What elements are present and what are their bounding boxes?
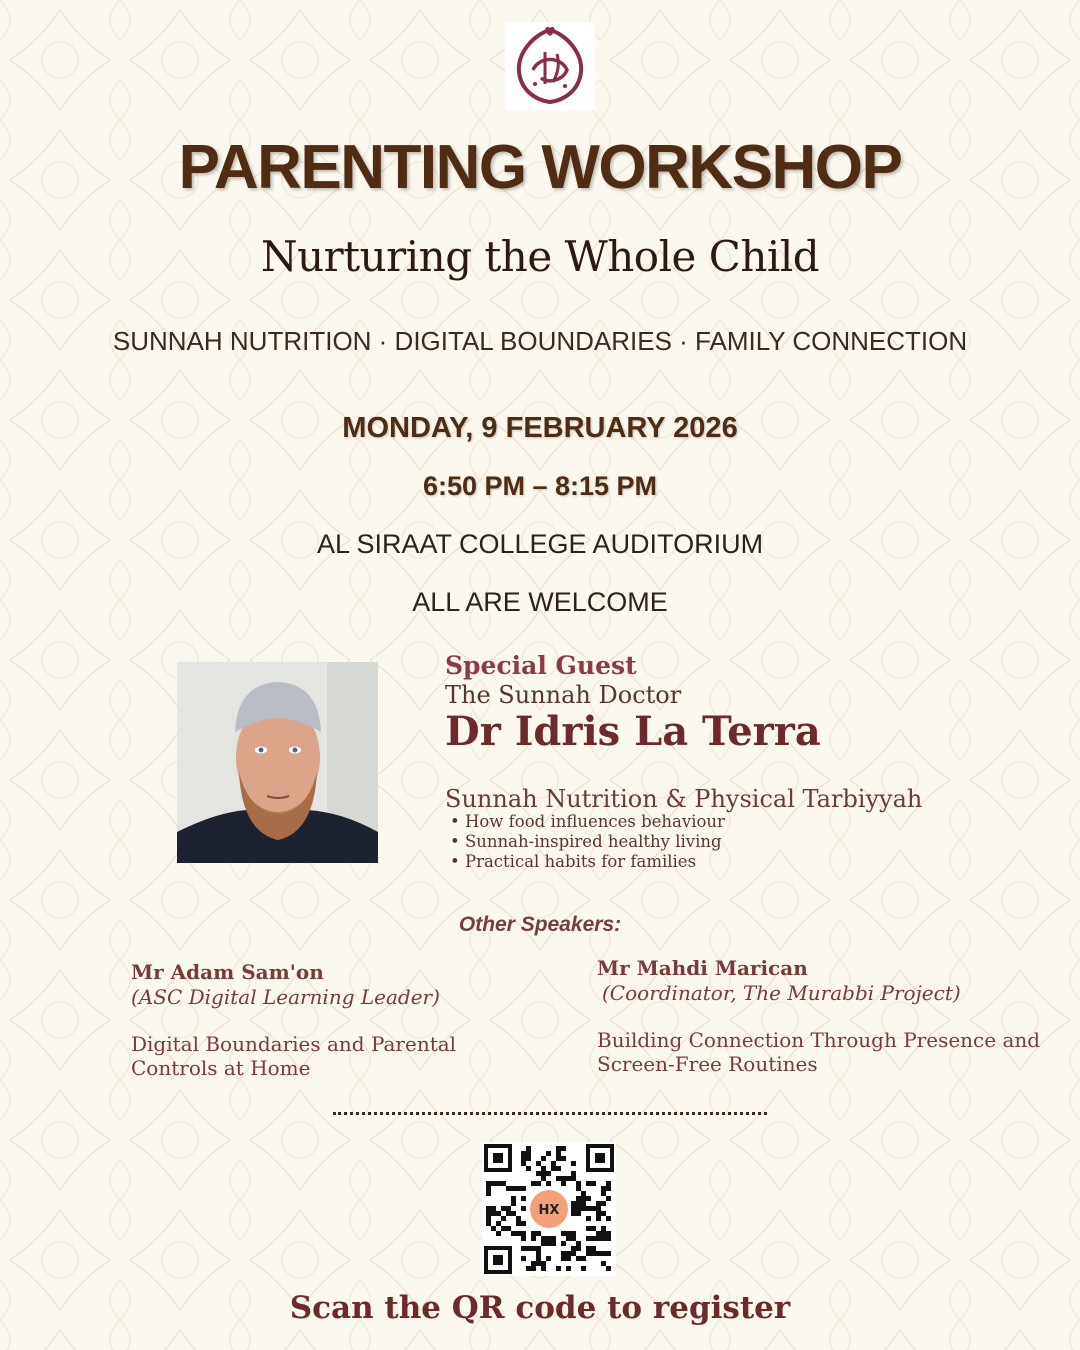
event-time: 6:50 PM – 8:15 PM: [422, 471, 658, 501]
speaker-topic: Controls at Home: [131, 1056, 311, 1080]
event-date: MONDAY, 9 FEBRUARY 2026: [342, 412, 738, 444]
speaker-topic: Screen-Free Routines: [597, 1052, 818, 1076]
workshop-title: PARENTING WORKSHOP: [178, 133, 902, 202]
list-item: • How food influences behaviour: [450, 812, 725, 832]
welcome-note: ALL ARE WELCOME: [412, 587, 668, 617]
speaker-name: Mr Adam Sam'on: [131, 960, 324, 984]
event-venue: AL SIRAAT COLLEGE AUDITORIUM: [316, 529, 764, 559]
special-guest-points: [450, 812, 725, 872]
list-item: • Practical habits for families: [450, 852, 725, 872]
divider: [333, 1112, 767, 1115]
workshop-topics: SUNNAH NUTRITION · DIGITAL BOUNDARIES · FAMILY CONNECTION: [112, 326, 968, 356]
workshop-subtitle: Nurturing the Whole Child: [260, 232, 820, 281]
qr-center-text: HX: [538, 1203, 560, 1218]
special-guest-title: The Sunnah Doctor: [445, 681, 682, 709]
speaker-role: (Coordinator, The Murabbi Project): [602, 981, 961, 1005]
special-guest-label: Special Guest: [445, 651, 637, 680]
speaker-topic: Building Connection Through Presence and: [597, 1028, 1041, 1052]
college-logo: [505, 22, 595, 110]
speaker-name: Mr Mahdi Marican: [597, 956, 808, 980]
speaker-photo: [177, 662, 378, 863]
speaker-role: (ASC Digital Learning Leader): [131, 985, 440, 1009]
list-item: • Sunnah-inspired healthy living: [450, 832, 725, 852]
special-guest-topic: Sunnah Nutrition & Physical Tarbiyyah: [445, 785, 923, 813]
register-cta: Scan the QR code to register: [289, 1290, 791, 1326]
registration-qr-code[interactable]: [482, 1142, 616, 1276]
special-guest-name: Dr Idris La Terra: [445, 708, 821, 755]
other-speakers-heading: Other Speakers:: [458, 913, 622, 936]
speaker-topic: Digital Boundaries and Parental: [131, 1032, 457, 1056]
